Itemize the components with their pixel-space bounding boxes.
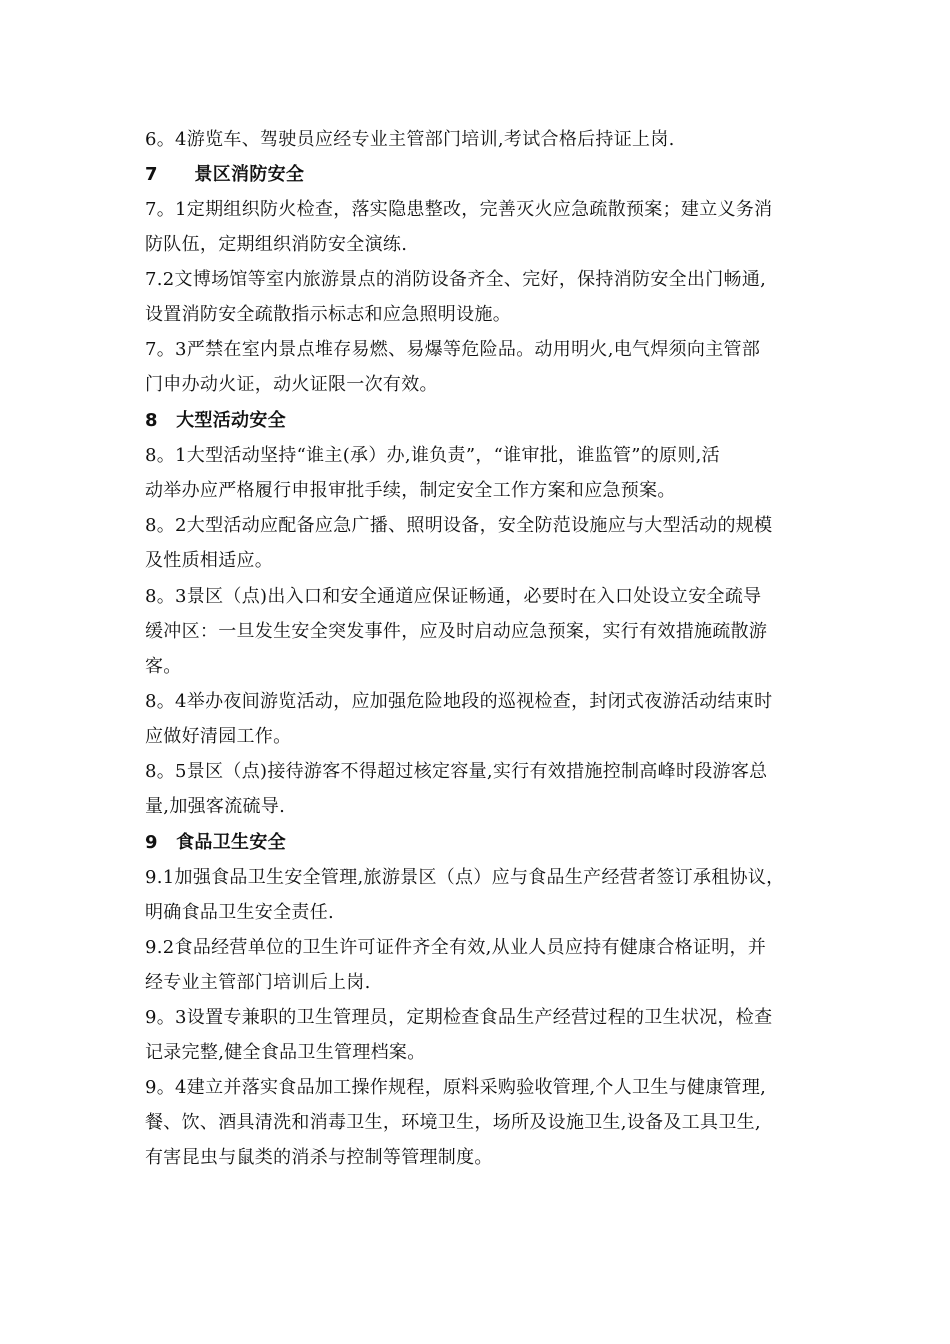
paragraph-9-3-line-1: 9。3设置专兼职的卫生管理员，定期检查食品生产经营过程的卫生状况，检查 xyxy=(145,1007,773,1028)
paragraph-8-4-line-1: 8。4举办夜间游览活动，应加强危险地段的巡视检查，封闭式夜游活动结束时 xyxy=(145,691,773,712)
paragraph-8-5-line-2: 量,加强客流硫导. xyxy=(145,796,286,817)
paragraph-7-1-line-1: 7。1定期组织防火检查，落实隐患整改，完善灭火应急疏散预案；建立义务消 xyxy=(145,199,773,220)
paragraph-8-3-line-2: 缓冲区：一旦发生安全突发事件，应及时启动应急预案，实行有效措施疏散游 xyxy=(145,621,768,642)
paragraph-8-5-line-1: 8。5景区（点)接待游客不得超过核定容量,实行有效措施控制高峰时段游客总 xyxy=(145,761,768,782)
paragraph-9-4-line-2: 餐、饮、酒具清洗和消毒卫生，环境卫生，场所及设施卫生,设备及工具卫生, xyxy=(145,1112,761,1133)
paragraph-8-1-line-2: 动举办应严格履行申报审批手续，制定安全工作方案和应急预案。 xyxy=(145,480,676,501)
paragraph-7-1-line-2: 防队伍，定期组织消防安全演练. xyxy=(145,234,408,255)
paragraph-9-4-line-3: 有害昆虫与鼠类的消杀与控制等管理制度。 xyxy=(145,1147,493,1168)
section-heading-9: 9 食品卫生安全 xyxy=(145,832,286,853)
paragraph-8-4-line-2: 应做好清园工作。 xyxy=(145,726,292,747)
paragraph-8-1-line-1: 8。1大型活动坚持“谁主(承）办,谁负责”，“谁审批，谁监管”的原则,活 xyxy=(145,445,720,466)
paragraph-8-3-line-1: 8。3景区（点)出入口和安全通道应保证畅通，必要时在入口处设立安全疏导 xyxy=(145,586,762,607)
paragraph-9-1-line-2: 明确食品卫生安全责任. xyxy=(145,902,335,923)
paragraph-6-4: 6。4游览车、驾驶员应经专业主管部门培训,考试合格后持证上岗. xyxy=(145,129,675,150)
paragraph-9-1-line-1: 9.1加强食品卫生安全管理,旅游景区（点）应与食品生产经营者签订承租协议， xyxy=(145,867,785,888)
paragraph-7-2-line-1: 7.2文博场馆等室内旅游景点的消防设备齐全、完好，保持消防安全出门畅通, xyxy=(145,269,767,290)
paragraph-9-2-line-2: 经专业主管部门培训后上岗. xyxy=(145,972,371,993)
paragraph-9-3-line-2: 记录完整,健全食品卫生管理档案。 xyxy=(145,1042,426,1063)
paragraph-8-2-line-1: 8。2大型活动应配备应急广播、照明设备，安全防范设施应与大型活动的规模 xyxy=(145,515,773,536)
paragraph-8-3-line-3: 客。 xyxy=(145,656,182,677)
section-heading-7: 7 景区消防安全 xyxy=(145,164,305,185)
paragraph-7-3-line-2: 门申办动火证，动火证限一次有效。 xyxy=(145,374,438,395)
section-heading-8: 8 大型活动安全 xyxy=(145,410,286,431)
paragraph-7-2-line-2: 设置消防安全疏散指示标志和应急照明设施。 xyxy=(145,304,511,325)
paragraph-9-2-line-1: 9.2食品经营单位的卫生许可证件齐全有效,从业人员应持有健康合格证明，并 xyxy=(145,937,767,958)
paragraph-9-4-line-1: 9。4建立并落实食品加工操作规程，原料采购验收管理,个人卫生与健康管理, xyxy=(145,1077,767,1098)
paragraph-7-3-line-1: 7。3严禁在室内景点堆存易燃、易爆等危险品。动用明火,电气焊须向主管部 xyxy=(145,339,761,360)
paragraph-8-2-line-2: 及性质相适应。 xyxy=(145,550,274,571)
